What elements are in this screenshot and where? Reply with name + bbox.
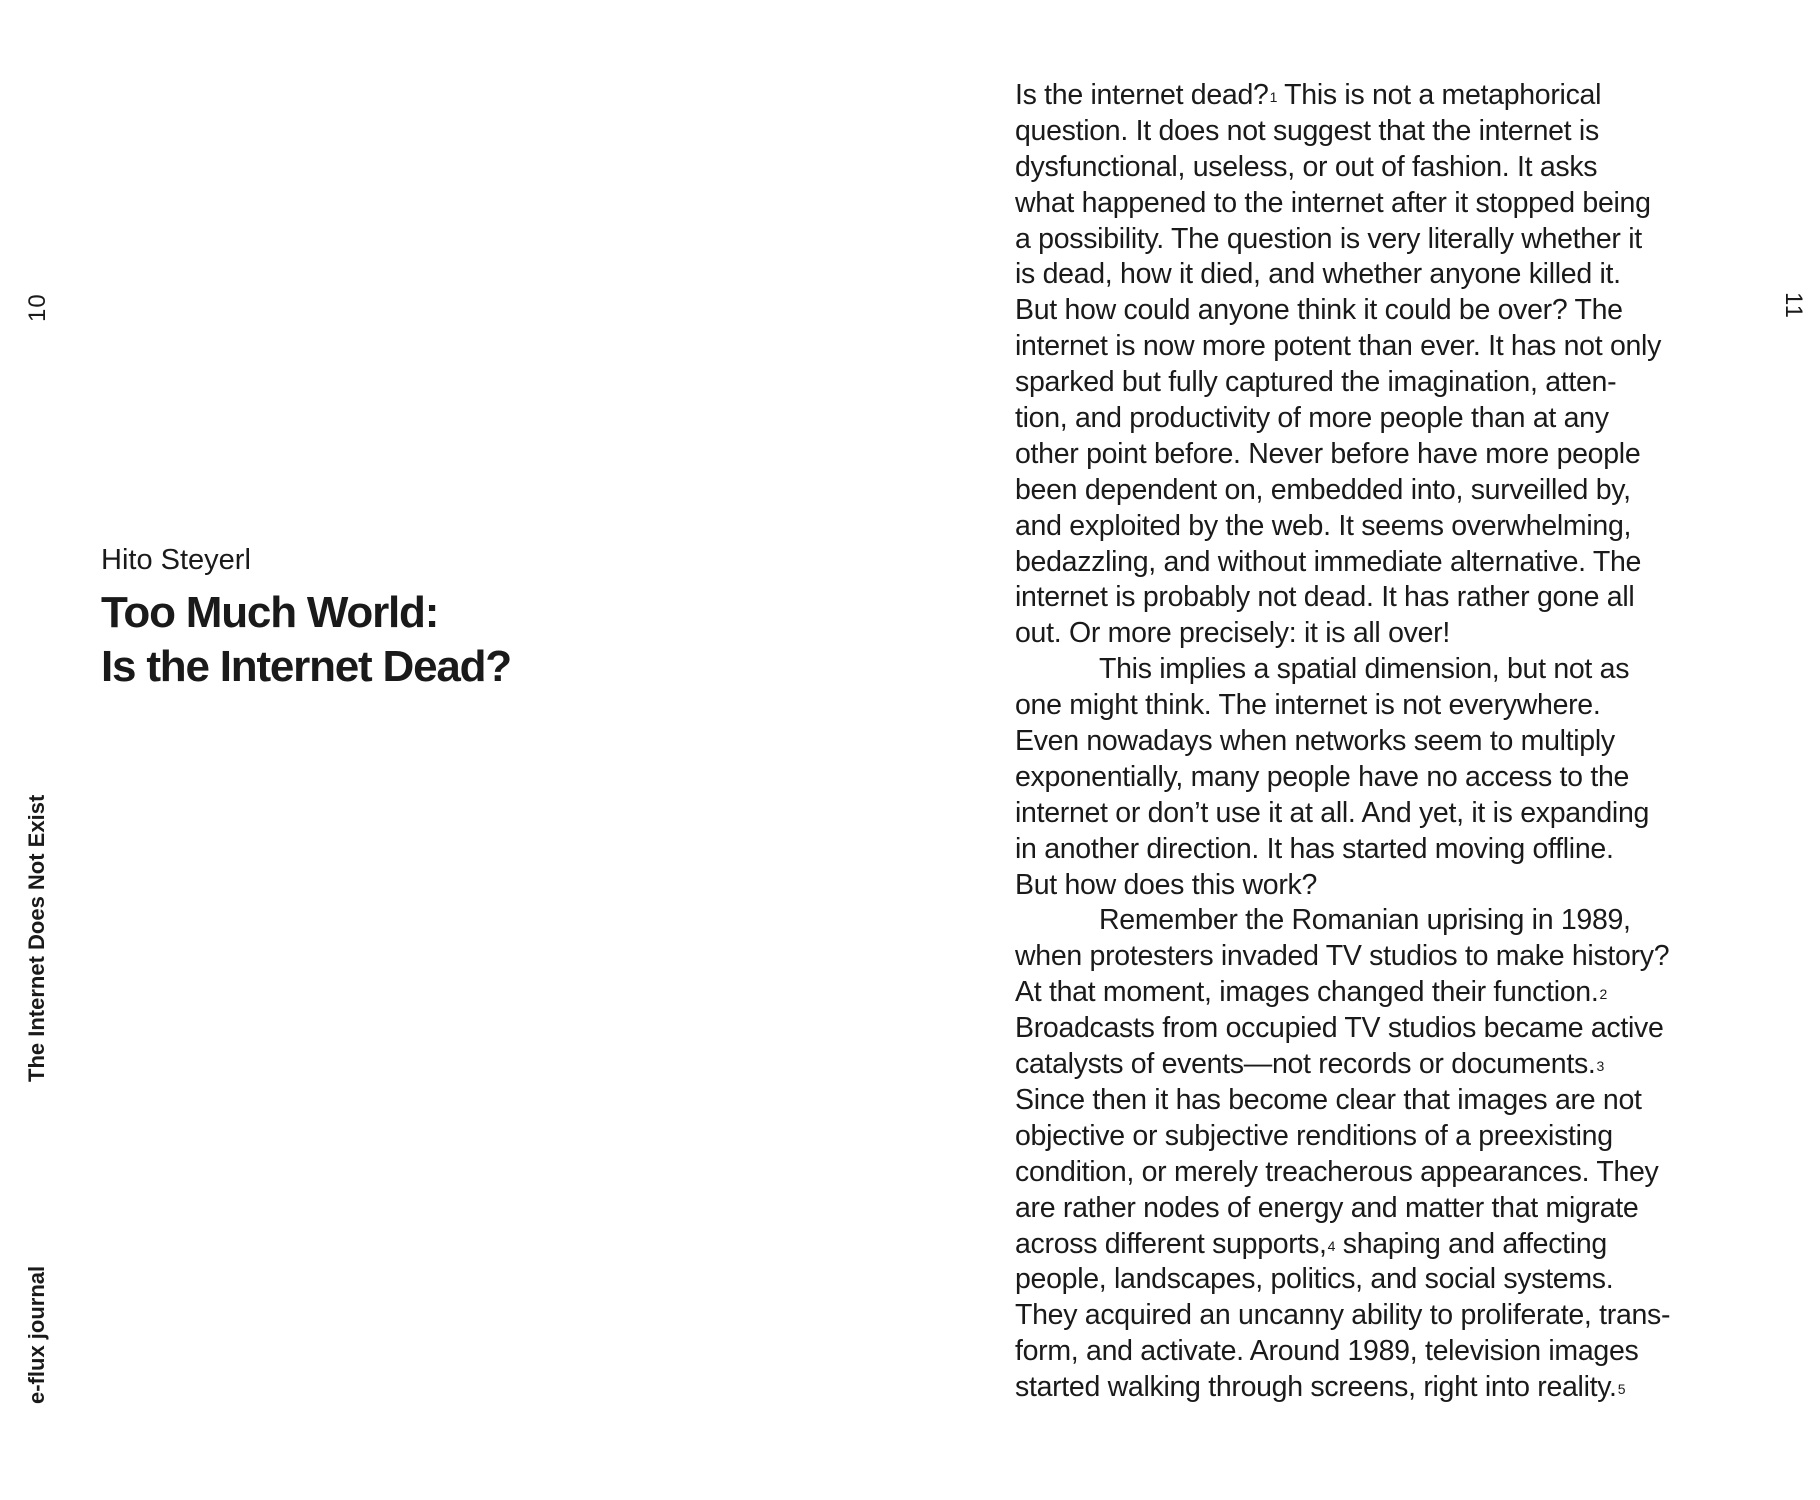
body-line-text: been dependent on, embedded into, surveilled by,: [1015, 473, 1631, 506]
body-line-text: started walking through screens, right into reality.: [1015, 1371, 1617, 1404]
page-number-right: 11: [1780, 292, 1807, 319]
body-line-text: Since then it has become clear that images are not: [1015, 1083, 1642, 1116]
body-line: [1015, 1370, 1735, 1406]
body-line-text: objective or subjective renditions of a preexisting: [1015, 1119, 1613, 1152]
body-line: [1015, 329, 1735, 365]
body-line-text: Broadcasts from occupied TV studios became active: [1015, 1012, 1664, 1045]
body-line: [1015, 1262, 1735, 1298]
body-line: [1015, 437, 1735, 473]
footnote-marker[interactable]: 4: [1327, 1237, 1336, 1254]
body-line-text: Remember the Romanian uprising in 1989,: [1099, 904, 1631, 937]
body-line: [1015, 1227, 1735, 1263]
body-line: [1015, 688, 1735, 724]
body-line: [1015, 473, 1735, 509]
footnote-marker[interactable]: 1: [1269, 89, 1278, 105]
body-line: [1015, 903, 1735, 939]
body-line-text: across different supports,: [1015, 1227, 1327, 1260]
journal-name: e-flux journal: [24, 1265, 49, 1404]
body-line-text: dysfunctional, useless, or out of fashion. It asks: [1015, 150, 1598, 183]
body-line: [1015, 1298, 1735, 1334]
body-line: [1015, 222, 1735, 258]
body-line: [1015, 975, 1735, 1011]
body-line: [1015, 1119, 1735, 1155]
body-line: [1015, 1047, 1735, 1083]
essay-title-line-2: Is the Internet Dead?: [101, 642, 511, 691]
body-line-text: But how could anyone think it could be over? The: [1015, 294, 1623, 327]
body-line: [1015, 78, 1735, 114]
footnote-marker[interactable]: 2: [1599, 986, 1607, 1003]
body-line: [1015, 724, 1735, 760]
body-line-text-continued: This is not a metaphorical: [1277, 79, 1602, 111]
body-line-text: one might think. The internet is not everywhere.: [1015, 689, 1601, 722]
body-line: [1015, 1191, 1735, 1227]
body-line: [1015, 1011, 1735, 1047]
body-line: [1015, 580, 1735, 616]
body-line: [1015, 760, 1735, 796]
body-line: [1015, 509, 1735, 545]
body-line-text: They acquired an uncanny ability to proliferate, trans-: [1015, 1299, 1671, 1332]
body-line-text: is dead, how it died, and whether anyone killed it.: [1015, 258, 1621, 291]
body-line-text: Is the internet dead?: [1015, 79, 1269, 111]
body-line: [1015, 1083, 1735, 1119]
footnote-marker[interactable]: 3: [1596, 1058, 1605, 1075]
body-line-text: tion, and productivity of more people than at any: [1015, 402, 1609, 435]
body-line: [1015, 868, 1735, 904]
body-line: [1015, 1334, 1735, 1370]
body-line-text: exponentially, many people have no access to the: [1015, 760, 1630, 793]
essay-title-line-1: Too Much World:: [101, 588, 439, 637]
body-line-text: But how does this work?: [1015, 868, 1318, 901]
body-text: [1015, 78, 1735, 1406]
body-line-text: bedazzling, and without immediate alternative. The: [1015, 545, 1642, 578]
body-line-text: internet is probably not dead. It has rather gone all: [1015, 581, 1635, 614]
body-line-text: what happened to the internet after it stopped being: [1015, 186, 1651, 219]
title-block: [101, 542, 661, 694]
body-line-text: internet is now more potent than ever. It has not only: [1015, 330, 1662, 363]
body-line-text: and exploited by the web. It seems overwhelming,: [1015, 509, 1632, 542]
body-line: [1015, 545, 1735, 581]
body-line: [1015, 150, 1735, 186]
author-name: Hito Steyerl: [101, 544, 251, 576]
body-line-text: other point before. Never before have more people: [1015, 437, 1641, 470]
body-line: [1015, 1155, 1735, 1191]
body-line: [1015, 257, 1735, 293]
body-line-text: internet or don’t use it at all. And yet, it is expanding: [1015, 796, 1650, 829]
body-line: [1015, 832, 1735, 868]
body-line: [1015, 796, 1735, 832]
body-line: [1015, 401, 1735, 437]
body-line: [1015, 114, 1735, 150]
body-line: [1015, 293, 1735, 329]
body-line-text: form, and activate. Around 1989, television images: [1015, 1335, 1639, 1368]
body-line-text: Even nowadays when networks seem to multiply: [1015, 725, 1615, 758]
body-line-text: At that moment, images changed their function.: [1015, 976, 1599, 1009]
body-line-text: condition, or merely treacherous appearances. They: [1015, 1155, 1659, 1188]
body-line-text: catalysts of events—not records or documents.: [1015, 1048, 1596, 1081]
body-line-text: are rather nodes of energy and matter that migrate: [1015, 1191, 1639, 1224]
body-line: [1015, 365, 1735, 401]
footnote-marker[interactable]: 5: [1617, 1381, 1626, 1398]
body-line-text-continued: shaping and affecting: [1335, 1227, 1607, 1260]
body-line-text: in another direction. It has started moving offline.: [1015, 832, 1614, 865]
body-line: [1015, 939, 1735, 975]
body-line-text: people, landscapes, politics, and social systems.: [1015, 1263, 1614, 1296]
body-line: [1015, 616, 1735, 652]
body-line-text: This implies a spatial dimension, but not as: [1099, 653, 1630, 686]
body-line-text: when protesters invaded TV studios to make history?: [1015, 940, 1670, 973]
body-line: [1015, 652, 1735, 688]
body-line-text: a possibility. The question is very literally whether it: [1015, 222, 1642, 255]
body-line-text: sparked but fully captured the imagination, atten-: [1015, 366, 1617, 399]
page-number-left: 10: [24, 293, 51, 322]
series-title: The Internet Does Not Exist: [24, 794, 49, 1082]
body-line: [1015, 186, 1735, 222]
body-line-text: out. Or more precisely: it is all over!: [1015, 617, 1450, 650]
body-line-text: question. It does not suggest that the internet is: [1015, 114, 1599, 147]
